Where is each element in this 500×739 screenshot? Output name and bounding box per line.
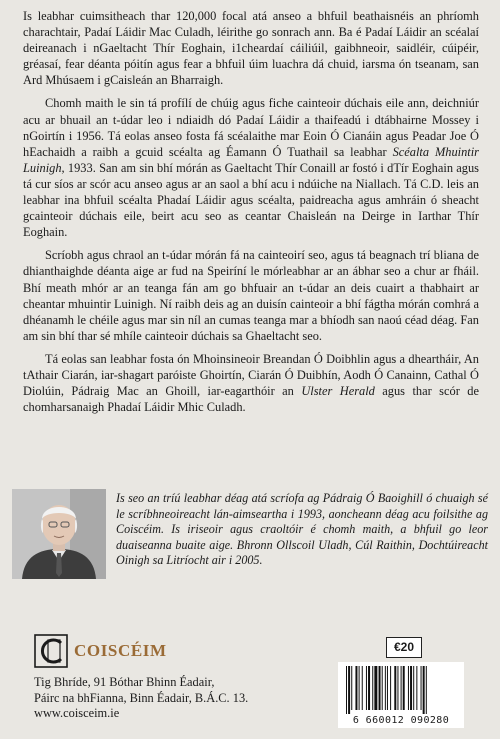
barcode-bars-icon <box>344 666 458 714</box>
blurb-text: Scríobh agus chraol an t-údar mórán fá na cainteoirí seo, agus tá beagnach trí bliana de dhianthaighde déanta aige ar fud na Speiríní le mórleabhar ar an ábhar seo a chur ar fháil. Bhí meath mhór ar an teanga fán am go bhfuair an t-údar an deis cuairt a thabhairt ar cheantar mhuintir Luinigh. Ní raibh deis ag an duisín cainteoir a bhí fágtha mórán comhrá a dhéanamh le chéile agus mar sin níl an cumas teanga mar a bhíodh san naoú céad déag. Fan am sin bhí thar sé mhíle cainteoir dúchais sa Ghaeltacht seo. <box>23 248 479 343</box>
publisher-logo <box>34 634 284 670</box>
price-tag: €20 <box>386 637 422 658</box>
book-title-reference: Scéalta Mhuintir Luinigh, <box>23 144 479 175</box>
address-line: Páirc na bhFianna, Binn Éadair, B.Á.C. 13. <box>34 690 249 705</box>
blurb-text: agus thar scór de chomharsanaigh Phadaí Láidir Mhic Culadh. <box>23 384 479 415</box>
barcode-bar <box>368 666 370 710</box>
barcode-bar <box>394 666 396 710</box>
publisher-name: COISCÉIM <box>74 641 167 660</box>
barcode-bar <box>374 666 377 710</box>
barcode-bar <box>416 666 417 710</box>
barcode <box>338 662 464 728</box>
barcode-bar <box>372 666 373 710</box>
barcode-bar <box>379 666 381 710</box>
blurb-text: Tá eolas san leabhar fosta ón Mhoinsineoir Breandan Ó Doibhlin agus a dheartháir, An tAthair Ciarán, iar-shagart paróiste Ghoirtín, Ciarán Ó Duibhín, Aodh Ó Canainn, Cathal Ó Diolúin, Pádraig Mac an Ghoill, iar-eagarthóir an <box>23 351 479 399</box>
barcode-bar <box>413 666 414 710</box>
barcode-bar <box>397 666 398 710</box>
blurb-text: Chomh maith le sin tá profílí de chúig agus fiche cainteoir dúchais eile ann, deichniúr acu ar bhuail an t-údar leo i ndiaidh dó Padaí Láidir a thaifeadú i dtábhairne Mossey i nGoirtín i 1956. Tá eolas anseo fosta fá scéalaithe mar Eoin Ó Cianáin agus Peadar Joe Ó hEachaidh a raibh a gcuid scéalta ag Éamann Ó Tuathail sa leabhar <box>23 96 479 159</box>
barcode-bar <box>348 666 350 714</box>
barcode-bar <box>351 666 352 710</box>
barcode-bar <box>362 666 363 710</box>
barcode-bar <box>390 666 391 710</box>
author-bio: Is seo an tríú leabhar déag atá scríofa ag Pádraig Ó Baoighill ó chuaigh sé le scríbhneoireacht lán-aimseartha i 1993, aoncheann déag acu foilsithe ag Coiscéim. Is iriseoir agus craoltóir é chomh maith, a bhfuil go leor duaiseanna buaite aige. Bhronn Ollscoil Uladh, Cúl Raithin, Dochtúireacht Oinigh sa Litríocht air i 2005. <box>116 491 488 568</box>
author-portrait-icon <box>12 489 106 579</box>
barcode-bar <box>346 666 347 714</box>
barcode-bar <box>410 666 412 710</box>
barcode-bar <box>387 666 388 710</box>
barcode-bar <box>382 666 383 710</box>
barcode-number: 6 660012 090280 <box>352 715 450 726</box>
publisher-section <box>34 634 284 722</box>
coisceim-logo-icon <box>34 634 68 668</box>
blurb-paragraph-1 <box>23 8 479 88</box>
barcode-bar <box>421 666 422 710</box>
publisher-website: www.coisceim.ie <box>34 706 120 721</box>
barcode-bar <box>366 666 367 710</box>
blurb-text: 1933. San am sin bhí mórán as Gaeltacht Thír Conaill ar fostó i dTír Eoghain agus tá cur síos ar scór acu anseo agus ar an saol a bhí acu i ndúiche na Niallach. Tá C.D. leis an leabhar ina bhfuil scéalta Phadaí Láidir agus scéalta, paidreacha agus amhráin ó sheacht gcainteoir dúchais eile, beirt acu seo as ceantar Chaisleán na Deirge in Iarthar Thír Eoghain. <box>23 160 479 240</box>
barcode-bar <box>359 666 360 710</box>
blurb-paragraph-2 <box>23 95 479 240</box>
blurb <box>23 8 479 422</box>
barcode-bar <box>355 666 357 710</box>
barcode-bar <box>401 666 402 710</box>
barcode-bar <box>403 666 405 710</box>
blurb-text: Is leabhar cuimsitheach thar 120,000 focal atá anseo a bhfuil beathaisnéis an phríomh charachtair, Padaí Láidir Mac Culadh, léirithe go sonrach ann. Ba é Padaí Láidir an scéalaí deireanach i nGaeltacht Thír Eoghain, i1cheardaí cáiliúil, gaibhneoir, saidléir, cúipéir, gréasaí, fear déanta póitín agus fear a bhfuil úim luachra dá chuid, iarsma ón tseanam, san Ard Mhúsaem i gCaisleán an Bharraigh. <box>23 9 479 88</box>
author-section <box>12 489 488 581</box>
address-line: Tig Bhríde, 91 Bóthar Bhinn Éadair, <box>34 675 215 689</box>
blurb-paragraph-3 <box>23 247 479 344</box>
blurb-paragraph-4 <box>23 351 479 415</box>
newspaper-title-reference: Ulster Herald <box>301 384 375 399</box>
barcode-bar <box>408 666 409 710</box>
barcode-bar <box>423 666 425 714</box>
barcode-bar <box>426 666 427 714</box>
author-photo <box>12 489 106 579</box>
barcode-bar <box>385 666 386 710</box>
publisher-address <box>34 675 284 722</box>
